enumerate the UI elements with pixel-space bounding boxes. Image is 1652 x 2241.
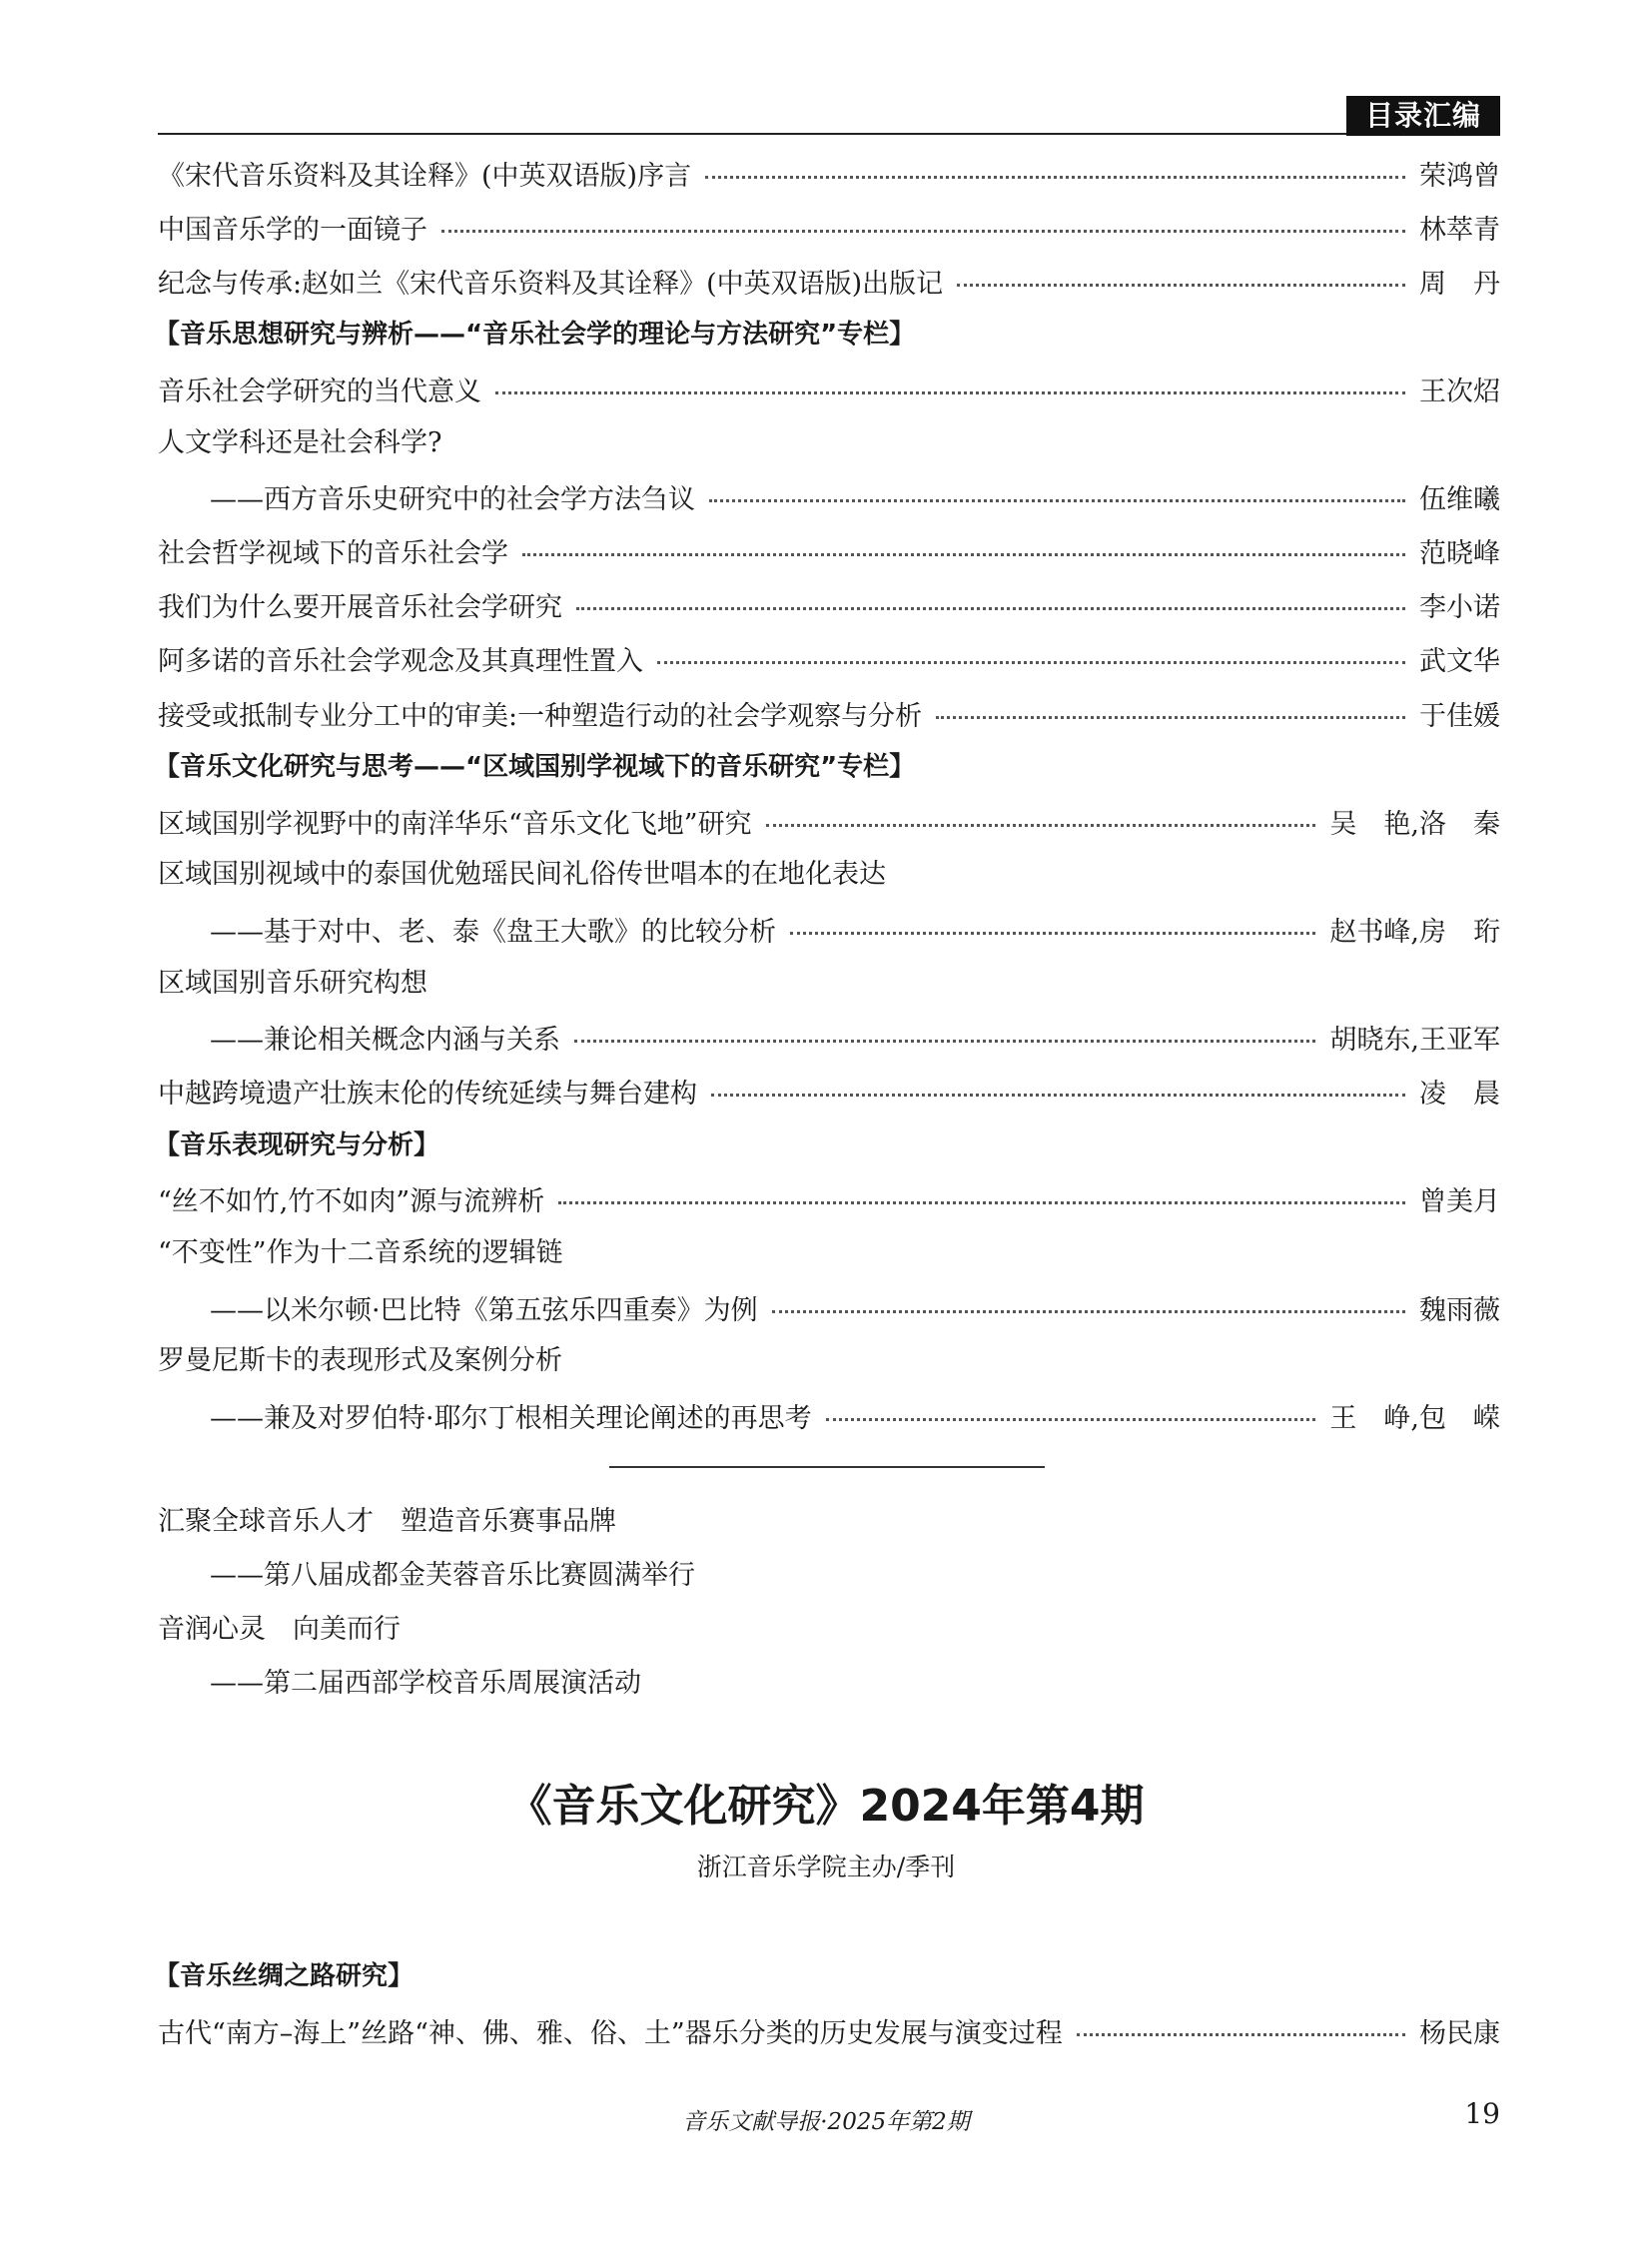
- entry-title: “丝不如竹,竹不如肉”源与流辨析: [158, 1186, 545, 1218]
- dot-leader: [790, 932, 1315, 935]
- entry-title-line: 音润心灵 向美而行: [158, 1614, 401, 1645]
- entry-title-line: 汇聚全球音乐人才 塑造音乐赛事品牌: [158, 1506, 616, 1537]
- entry-title: 纪念与传承:赵如兰《宋代音乐资料及其诠释》(中英双语版)出版记: [158, 268, 944, 300]
- entry-title: 阿多诺的音乐社会学观念及其真理性置入: [158, 646, 643, 678]
- entry-title: 《宋代音乐资料及其诠释》(中英双语版)序言: [158, 160, 692, 192]
- entry-title-line: 区域国别视域中的泰国优勉瑶民间礼俗传世唱本的在地化表达: [158, 859, 886, 891]
- entry-title-line: “不变性”作为十二音系统的逻辑链: [158, 1237, 563, 1268]
- entry-author: 伍维曦: [1419, 484, 1500, 516]
- entry-title: 社会哲学视域下的音乐社会学: [158, 538, 508, 570]
- entry-title: 中越跨境遗产壮族末伦的传统延续与舞台建构: [158, 1079, 697, 1111]
- entry-title: 音乐社会学研究的当代意义: [158, 375, 481, 407]
- dot-leader: [574, 1040, 1315, 1043]
- section-heading: 【音乐丝绸之路研究】: [154, 1961, 414, 1991]
- entry-title: ——西方音乐史研究中的社会学方法刍议: [210, 484, 695, 516]
- toc-entry: [158, 1065, 1500, 1119]
- entry-title: ——基于对中、老、泰《盘王大歌》的比较分析: [210, 916, 776, 948]
- entry-subtitle: ——第二届西部学校音乐周展演活动: [210, 1668, 641, 1699]
- dot-leader: [711, 1094, 1405, 1097]
- toc-entry: [158, 632, 1500, 686]
- toc-entry: [210, 1280, 1500, 1334]
- entry-title: 中国音乐学的一面镜子: [158, 214, 427, 246]
- section-heading: 【音乐文化研究与思考——“区域国别学视域下的音乐研究”专栏】: [154, 752, 916, 783]
- entry-title: ——以米尔顿·巴比特《第五弦乐四重奏》为例: [210, 1294, 758, 1326]
- dot-leader: [766, 824, 1316, 827]
- entry-author: 荣鸿曾: [1419, 160, 1500, 192]
- entry-title-line: 区域国别音乐研究构想: [158, 967, 427, 999]
- toc-entry: [210, 1388, 1500, 1442]
- entry-title: ——兼及对罗伯特·耶尔丁根相关理论阐述的再思考: [210, 1402, 812, 1434]
- issue-subtitle: 浙江音乐学院主办/季刊: [696, 1853, 956, 1881]
- entry-author: 范晓峰: [1419, 538, 1500, 570]
- section-heading: 【音乐表现研究与分析】: [154, 1129, 440, 1160]
- header-rule: [158, 133, 1500, 135]
- dot-leader: [1077, 2033, 1405, 2036]
- entry-author: 魏雨薇: [1419, 1294, 1500, 1326]
- entry-title-line: 人文学科还是社会科学?: [158, 426, 442, 458]
- section-divider: [609, 1466, 1045, 1468]
- entry-author: 王次炤: [1419, 375, 1500, 407]
- entry-title: 我们为什么要开展音乐社会学研究: [158, 592, 562, 624]
- entry-title: 古代“南方–海上”丝路“神、佛、雅、俗、土”器乐分类的历史发展与演变过程: [158, 2017, 1063, 2049]
- entry-author: 吴 艳,洛 秦: [1329, 808, 1500, 840]
- page-number: 19: [1464, 2097, 1500, 2130]
- entry-author: 王 峥,包 嵘: [1329, 1402, 1500, 1434]
- dot-leader: [709, 499, 1405, 502]
- dot-leader: [495, 391, 1405, 394]
- entry-title: 接受或抵制专业分工中的审美:一种塑造行动的社会学观察与分析: [158, 700, 923, 732]
- dot-leader: [826, 1418, 1316, 1421]
- footer-journal: 音乐文献导报·2025年第2期: [682, 2109, 970, 2135]
- entry-author: 周 丹: [1419, 268, 1500, 300]
- toc-entry: [158, 362, 1500, 415]
- toc-entry: [158, 146, 1500, 200]
- entry-author: 李小诺: [1419, 592, 1500, 624]
- entry-author: 杨民康: [1419, 2017, 1500, 2049]
- entry-title: ——兼论相关概念内涵与关系: [210, 1025, 560, 1057]
- entry-title-line: 罗曼尼斯卡的表现形式及案例分析: [158, 1345, 562, 1377]
- toc-entry: [158, 578, 1500, 632]
- dot-leader: [936, 716, 1405, 719]
- entry-author: 赵书峰,房 珩: [1329, 916, 1500, 948]
- entry-author: 胡晓东,王亚军: [1329, 1025, 1500, 1057]
- entry-author: 凌 晨: [1419, 1079, 1500, 1111]
- dot-leader: [657, 661, 1405, 664]
- toc-entry: [158, 1172, 1500, 1226]
- toc-entry: [158, 686, 1500, 740]
- dot-leader: [576, 607, 1405, 610]
- toc-entry: [210, 470, 1500, 524]
- dot-leader: [772, 1310, 1405, 1313]
- entry-author: 林萃青: [1419, 214, 1500, 246]
- toc-entry: [158, 524, 1500, 578]
- entry-subtitle: ——第八届成都金芙蓉音乐比赛圆满举行: [210, 1560, 695, 1591]
- toc-entry: [210, 1011, 1500, 1065]
- toc-entry: [158, 794, 1500, 848]
- dot-leader: [705, 176, 1405, 179]
- toc-entry: [158, 200, 1500, 254]
- dot-leader: [957, 284, 1405, 287]
- entry-author: 武文华: [1419, 646, 1500, 678]
- dot-leader: [558, 1201, 1405, 1204]
- section-tag: 目录汇编: [1346, 96, 1500, 136]
- entry-author: 于佳媛: [1419, 700, 1500, 732]
- dot-leader: [441, 230, 1405, 233]
- entry-author: 曾美月: [1419, 1186, 1500, 1218]
- issue-title: 《音乐文化研究》2024年第4期: [507, 1781, 1145, 1832]
- entry-title: 区域国别学视野中的南洋华乐“音乐文化飞地”研究: [158, 808, 752, 840]
- toc-entry: [158, 254, 1500, 308]
- toc-entry: [210, 902, 1500, 956]
- dot-leader: [522, 553, 1405, 556]
- section-heading: 【音乐思想研究与辨析——“音乐社会学的理论与方法研究”专栏】: [154, 320, 916, 351]
- toc-entry: [158, 2003, 1500, 2057]
